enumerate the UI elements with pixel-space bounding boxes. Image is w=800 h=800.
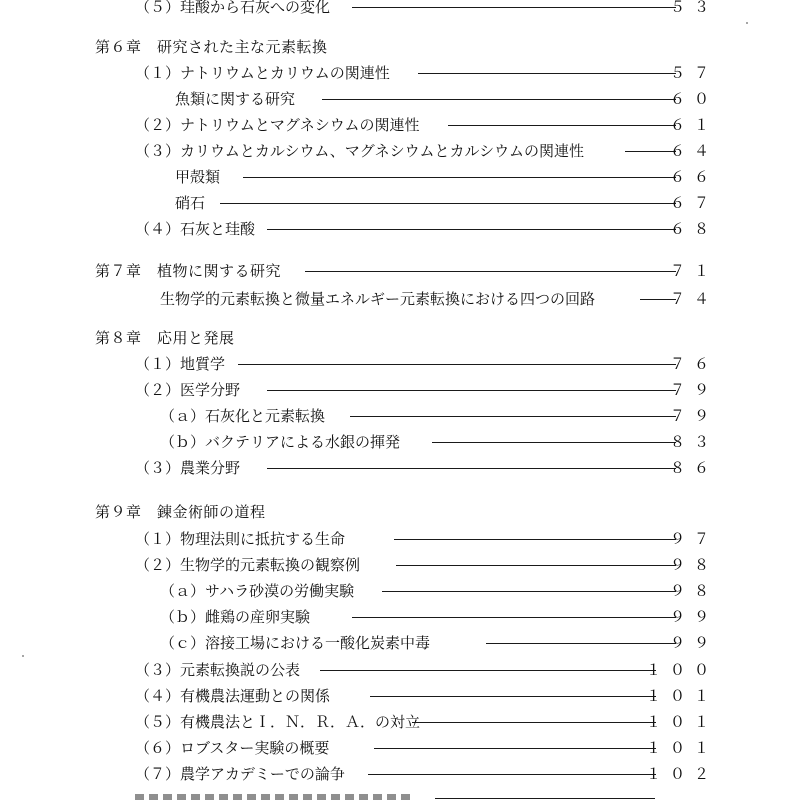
page-number: ６８ — [669, 220, 718, 238]
page-number: １０１ — [645, 687, 718, 705]
chapter-heading — [0, 258, 800, 284]
page-number: ７９ — [669, 407, 718, 425]
entry-title: （３）カリウムとカルシウム、マグネシウムとカルシウムの関連性 — [135, 142, 584, 160]
leader-line — [322, 99, 676, 100]
toc-entry — [0, 683, 800, 709]
leader-line — [243, 177, 676, 178]
leader-line — [305, 271, 676, 272]
chapter-title: 第９章 錬金術師の道程 — [95, 503, 266, 521]
toc-entry — [0, 630, 800, 656]
page-number: ９８ — [669, 556, 718, 574]
entry-title: （ｂ）雌鶏の産卵実験 — [160, 608, 311, 626]
chapter-title: 第８章 応用と発展 — [95, 329, 235, 347]
page-number: ７６ — [669, 355, 718, 373]
entry-title: （ａ）石灰化と元素転換 — [160, 407, 326, 425]
leader-line — [374, 748, 656, 749]
toc-entry — [0, 138, 800, 164]
leader-line — [320, 670, 656, 671]
entry-title: 甲殻類 — [175, 168, 221, 186]
toc-entry — [0, 429, 800, 455]
toc-entry — [0, 455, 800, 481]
entry-title: （１）地質学 — [135, 355, 226, 373]
page-number: ６６ — [669, 168, 718, 186]
toc-entry — [0, 526, 800, 552]
page-number: ９８ — [669, 582, 718, 600]
entry-title: （ａ）サハラ砂漠の労働実験 — [160, 582, 355, 600]
page-number: ６０ — [669, 90, 718, 108]
chapter-heading — [0, 499, 800, 525]
entry-title: （２）生物学的元素転換の観察例 — [135, 556, 361, 574]
toc-entry — [0, 604, 800, 630]
entry-title: （５）珪酸から石灰への変化 — [135, 0, 331, 16]
entry-title: 魚類に関する研究 — [175, 90, 296, 108]
page-number: １００ — [645, 661, 718, 679]
page-number: ７４ — [669, 290, 718, 308]
entry-title: （ｃ）溶接工場における一酸化炭素中毒 — [160, 634, 431, 652]
entry-title: （１）ナトリウムとカリウムの関連性 — [135, 64, 390, 82]
toc-entry — [0, 86, 800, 112]
entry-title: （４）有機農法運動との関係 — [135, 687, 331, 705]
toc-entry — [0, 164, 800, 190]
cut-off-entry — [135, 792, 695, 800]
leader-line — [370, 696, 656, 697]
toc-entry — [0, 709, 800, 735]
leader-line — [435, 798, 655, 799]
page-number: １０１ — [645, 713, 718, 731]
page-number: １０１ — [645, 739, 718, 757]
toc-entry — [0, 0, 800, 20]
leader-line — [352, 617, 676, 618]
page-number: ８３ — [669, 433, 718, 451]
leader-line — [448, 125, 676, 126]
page-number: ５７ — [669, 64, 718, 82]
leader-line — [368, 774, 656, 775]
toc-entry — [0, 351, 800, 377]
scan-speck — [746, 22, 748, 24]
leader-line — [418, 73, 676, 74]
toc-entry — [0, 286, 800, 312]
leader-line — [486, 643, 676, 644]
page-number: ９９ — [669, 608, 718, 626]
leader-line — [396, 565, 676, 566]
page-number: ６４ — [669, 142, 718, 160]
toc-entry — [0, 657, 800, 683]
toc-entry — [0, 578, 800, 604]
page-number: １０２ — [645, 765, 718, 783]
page-number: ７９ — [669, 381, 718, 399]
entry-title: 硝石 — [175, 194, 206, 212]
toc-entry — [0, 216, 800, 242]
toc-entry — [0, 112, 800, 138]
cut-off-text — [135, 794, 415, 800]
entry-title: （３）農業分野 — [135, 459, 241, 477]
leader-line — [238, 364, 676, 365]
chapter-heading — [0, 34, 800, 60]
leader-line — [267, 390, 676, 391]
toc-entry — [0, 60, 800, 86]
leader-line — [432, 442, 676, 443]
leader-line — [267, 468, 676, 469]
page-number: ９９ — [669, 634, 718, 652]
page-number: ９７ — [669, 530, 718, 548]
toc-entry — [0, 190, 800, 216]
toc-entry — [0, 761, 800, 787]
entry-title: （４）石灰と珪酸 — [135, 220, 256, 238]
chapter-title: 第６章 研究された主な元素転換 — [95, 38, 328, 56]
page-number: ６１ — [669, 116, 718, 134]
leader-line — [352, 7, 676, 8]
page-number: ６７ — [669, 194, 718, 212]
toc-entry — [0, 735, 800, 761]
chapter-heading — [0, 325, 800, 351]
entry-title: 生物学的元素転換と微量エネルギー元素転換における四つの回路 — [160, 290, 596, 308]
leader-line — [394, 539, 676, 540]
entry-title: （１）物理法則に抵抗する生命 — [135, 530, 346, 548]
entry-title: （６）ロブスター実験の概要 — [135, 739, 330, 757]
leader-line — [267, 229, 676, 230]
entry-title: （２）ナトリウムとマグネシウムの関連性 — [135, 116, 420, 134]
chapter-title: 第７章 植物に関する研究 — [95, 262, 282, 280]
leader-line — [220, 203, 676, 204]
entry-title: （ｂ）バクテリアによる水銀の揮発 — [160, 433, 401, 451]
toc-entry — [0, 377, 800, 403]
toc-entry — [0, 552, 800, 578]
entry-title: （３）元素転換説の公表 — [135, 661, 301, 679]
entry-title: （２）医学分野 — [135, 381, 241, 399]
leader-line — [625, 151, 676, 152]
entry-title: （５）有機農法とＩ．Ｎ．Ｒ．Ａ．の対立 — [135, 713, 421, 731]
page-number: ５３ — [669, 0, 718, 16]
entry-title: （７）農学アカデミーでの論争 — [135, 765, 345, 783]
leader-line — [412, 722, 656, 723]
leader-line — [382, 591, 676, 592]
page-number: ７１ — [669, 262, 718, 280]
page-number: ８６ — [669, 459, 718, 477]
scan-speck — [22, 655, 24, 657]
leader-line — [350, 416, 676, 417]
toc-entry — [0, 403, 800, 429]
